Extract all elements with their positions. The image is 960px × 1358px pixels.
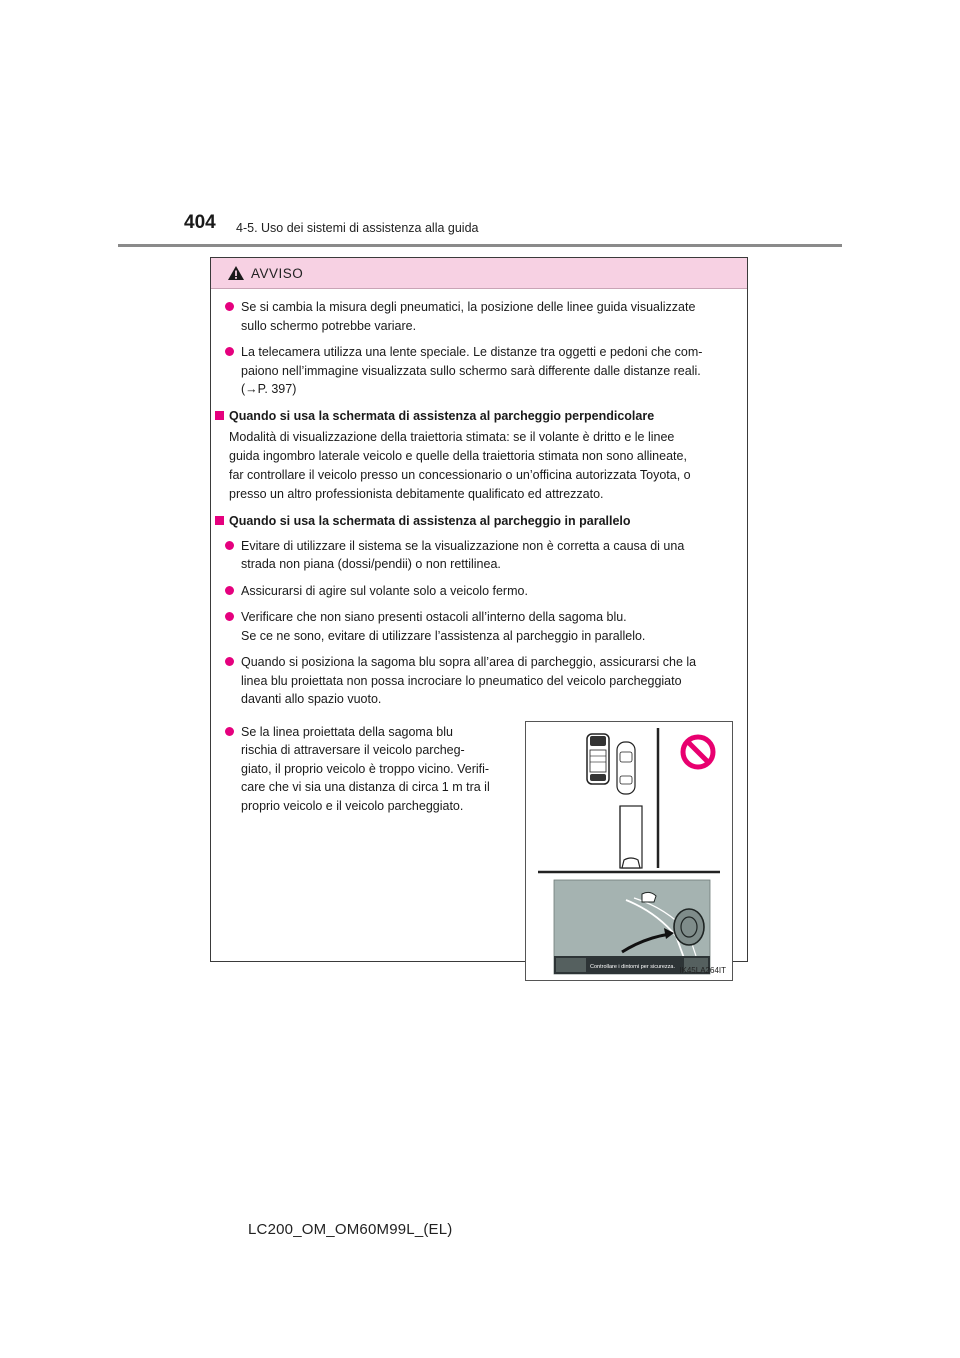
- list-item: [211, 653, 747, 709]
- bullet-dot: [225, 302, 234, 311]
- bullet-dot: [225, 541, 234, 550]
- text-line: linea blu proiettata non possa incrociare lo pneumatico del veicolo parcheggiato: [241, 673, 682, 688]
- text-line: Evitare di utilizzare il sistema se la visualizzazione non è corretta a causa di una: [241, 538, 685, 553]
- screen-message: Controllare i dintorni per sicurezza.: [590, 963, 675, 970]
- warning-header: [211, 258, 747, 289]
- text-line: Se la linea proiettata della sagoma blu: [241, 724, 453, 739]
- text-line: Modalità di visualizzazione della traiettoria stimata: se il volante è dritto e le linee: [229, 430, 675, 444]
- text-line: davanti allo spazio vuoto.: [241, 692, 382, 706]
- bullet-dot: [225, 657, 234, 666]
- heading-text: Quando si usa la schermata di assistenza al parcheggio perpendicolare: [229, 408, 655, 423]
- warning-content: [211, 298, 747, 993]
- text-line: paiono nell’immagine visualizzata sullo schermo sarà differente dalle distanze reali.: [241, 363, 701, 378]
- bullet-dot: [225, 586, 234, 595]
- bullet-dot: [225, 612, 234, 621]
- text-line: proprio veicolo e il veicolo parcheggiato.: [241, 798, 464, 813]
- text-line: La telecamera utilizza una lente speciale. Le distanze tra oggetti e pedoni che com-: [241, 345, 703, 359]
- section-title: 4-5. Uso dei sistemi di assistenza alla guida: [236, 221, 479, 235]
- text-line: Se ce ne sono, evitare di utilizzare l’assistenza al parcheggio in parallelo.: [241, 628, 646, 643]
- parallel-heading: [211, 512, 747, 531]
- list-item: [211, 582, 747, 601]
- text-line: Se si cambia la misura degli pneumatici, la posizione delle linee guida visualizzate: [241, 300, 696, 314]
- text-line: giato, il proprio veicolo è troppo vicino. Verifi-: [241, 761, 490, 776]
- warning-box: [210, 257, 748, 975]
- list-item: [211, 343, 747, 399]
- text-line: care che vi sia una distanza di circa 1 m tra il: [241, 780, 490, 794]
- text-line: (→P. 397): [241, 382, 297, 396]
- header-rule: [118, 244, 842, 247]
- text-line: presso un altro professionista debitamente qualificato ed attrezzato.: [229, 487, 604, 501]
- text-line: Assicurarsi di agire sul volante solo a veicolo fermo.: [241, 583, 528, 598]
- text-line: strada non piana (dossi/pendii) o non rettilinea.: [241, 557, 501, 571]
- text-line: Quando si posiziona la sagoma blu sopra all’area di parcheggio, assicurarsi che la: [241, 655, 697, 669]
- text-line: far controllare il veicolo presso un concessionario o un’officina autorizzata Toyota, o: [229, 468, 691, 482]
- text-line: guida ingombro laterale veicolo e quelle della traiettoria stimata non sono allineate,: [229, 449, 687, 463]
- heading-square: [215, 411, 224, 420]
- bullet-dot: [225, 347, 234, 356]
- prohibition-icon: [683, 737, 713, 767]
- text-line: rischia di attraversare il veicolo parcheg-: [241, 743, 465, 757]
- list-item: [211, 298, 747, 335]
- text-line: Verificare che non siano presenti ostacoli all’interno della sagoma blu.: [241, 610, 627, 624]
- manual-code: LC200_OM_OM60M99L_(EL): [248, 1221, 453, 1238]
- list-item: [211, 608, 747, 645]
- parked-car: [617, 742, 635, 794]
- parking-illustration: [525, 721, 733, 981]
- perpendicular-paragraph: [211, 428, 747, 504]
- page-number: 404: [184, 212, 216, 233]
- figure-code: IK45LA264IT: [679, 965, 726, 975]
- bullet-dot: [225, 727, 234, 736]
- heading-text: Quando si usa la schermata di assistenza al parcheggio in parallelo: [229, 514, 631, 528]
- text-line: sullo schermo potrebbe variare.: [241, 318, 417, 333]
- parallel-list: [211, 537, 747, 993]
- list-item: [211, 723, 559, 816]
- own-vehicle: [587, 734, 609, 784]
- list-item: [211, 537, 747, 574]
- parking-scene-drawing: [526, 722, 732, 980]
- warning-label: AVVISO: [251, 265, 304, 281]
- warning-triangle-icon: [227, 265, 245, 281]
- heading-square: [215, 516, 224, 525]
- figure-row: [211, 723, 747, 993]
- perpendicular-heading: [211, 407, 747, 426]
- camera-screen: [554, 880, 710, 974]
